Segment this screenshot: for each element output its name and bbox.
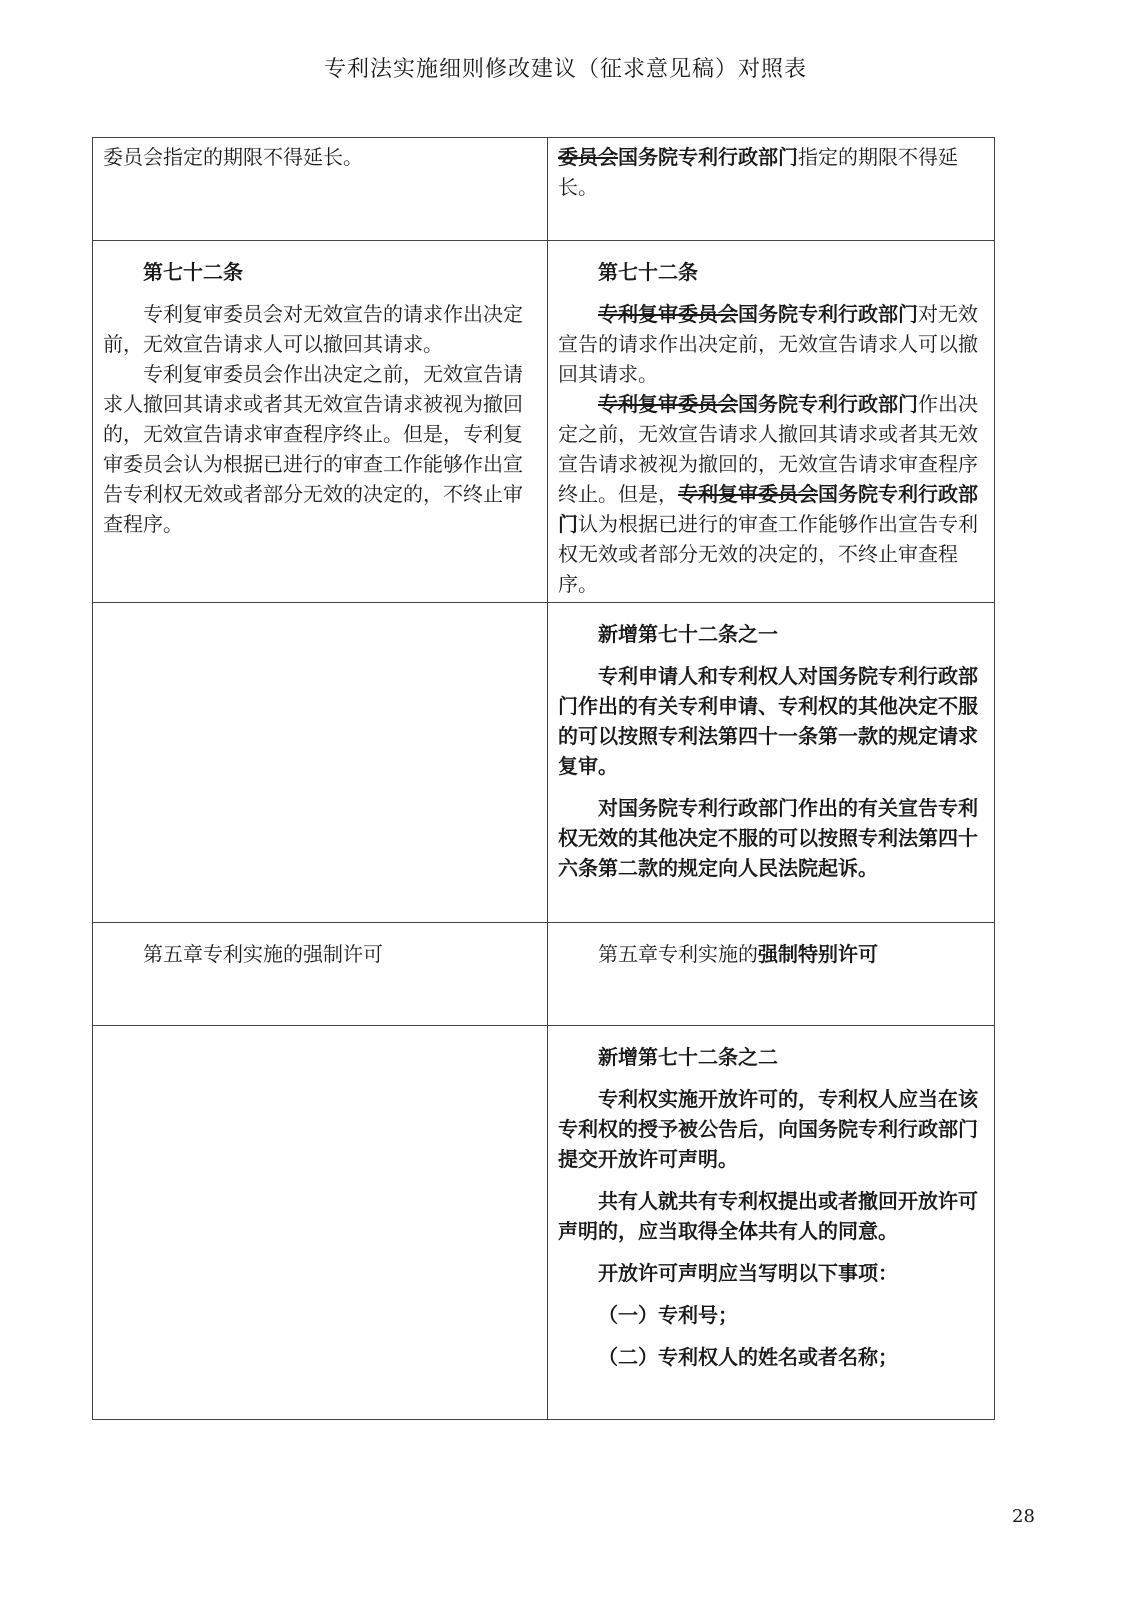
revised-cell: [548, 138, 995, 241]
revised-text-mid: 作出决定之前，无效宣告请求人撤回其请求或者其无效宣告请求被视为撤回的，无效宣告请求审查程序终止。但是，: [558, 392, 978, 506]
deleted-text: 专利复审委员会: [678, 482, 818, 506]
table-row: [93, 138, 995, 241]
original-paragraph: 专利复审委员会作出决定之前，无效宣告请求人撤回其请求或者其无效宣告请求被视为撤回的，无效宣告请求审查程序终止。但是，专利复审委员会认为根据已进行的审查工作能够作出宣告专利权无效或者部分无效的决定的，不终止审查程序。: [103, 362, 523, 536]
original-cell-empty: [93, 603, 548, 923]
revised-cell: [548, 1026, 995, 1420]
revised-paragraph: [558, 389, 984, 599]
original-text: 委员会指定的期限不得延长。: [103, 145, 363, 169]
revised-cell: [548, 241, 995, 603]
inserted-text: 强制特别许可: [758, 942, 878, 966]
list-item: （一）专利号；: [598, 1303, 738, 1327]
table-row: [93, 1026, 995, 1420]
article-heading: 第七十二条: [143, 260, 243, 284]
inserted-text: 国务院专利行政部门: [738, 392, 918, 416]
revised-paragraph: 共有人就共有专利权提出或者撤回开放许可声明的，应当取得全体共有人的同意。: [558, 1189, 978, 1243]
revised-paragraph: 专利申请人和专利权人对国务院专利行政部门作出的有关专利申请、专利权的其他决定不服的可以按照专利法第四十一条第一款的规定请求复审。: [558, 664, 978, 778]
comparison-table: [92, 137, 995, 1420]
page-number: 28: [1012, 1506, 1035, 1527]
revised-cell: [548, 923, 995, 1026]
page-title: 专利法实施细则修改建议（征求意见稿）对照表: [323, 57, 807, 82]
table-row: [93, 241, 995, 603]
revised-paragraph: 开放许可声明应当写明以下事项：: [598, 1261, 898, 1285]
revised-text: [558, 142, 984, 202]
original-cell-empty: [93, 1026, 548, 1420]
revised-paragraph: 专利权实施开放许可的，专利权人应当在该专利权的授予被公告后，向国务院专利行政部门提交开放许可声明。: [558, 1087, 978, 1171]
chapter-title-plain: 第五章专利实施的: [598, 942, 758, 966]
table-row: [93, 923, 995, 1026]
article-heading: 新增第七十二条之二: [598, 1045, 778, 1069]
original-cell: [93, 923, 548, 1026]
table-row: [93, 603, 995, 923]
list-item: （二）专利权人的姓名或者名称；: [598, 1345, 898, 1369]
deleted-text: 委员会: [558, 145, 618, 169]
revised-cell: [548, 603, 995, 923]
article-heading: 新增第七十二条之一: [598, 622, 778, 646]
revised-text-rest: 指定的期限不得延长。: [558, 145, 958, 199]
inserted-text: 国务院专利行政部门: [618, 145, 798, 169]
inserted-text: 国务院专利行政部门: [738, 302, 918, 326]
revised-paragraph: [558, 299, 984, 389]
revised-text-rest: 认为根据已进行的审查工作能够作出宣告专利权无效或者部分无效的决定的，不终止审查程序。: [558, 512, 978, 596]
revised-paragraph: 对国务院专利行政部门作出的有关宣告专利权无效的其他决定不服的可以按照专利法第四十六条第二款的规定向人民法院起诉。: [558, 796, 978, 880]
article-heading: 第七十二条: [598, 260, 698, 284]
deleted-text: 专利复审委员会: [598, 392, 738, 416]
original-paragraph: 专利复审委员会对无效宣告的请求作出决定前，无效宣告请求人可以撤回其请求。: [103, 302, 523, 356]
inserted-text: 国务院专利行政部门: [558, 482, 978, 536]
chapter-title: [558, 939, 984, 969]
original-cell: [93, 138, 548, 241]
deleted-text: 专利复审委员会: [598, 302, 738, 326]
chapter-title: 第五章专利实施的强制许可: [143, 942, 383, 966]
revised-text-rest: 对无效宣告的请求作出决定前，无效宣告请求人可以撤回其请求。: [558, 302, 978, 386]
original-cell: [93, 241, 548, 603]
